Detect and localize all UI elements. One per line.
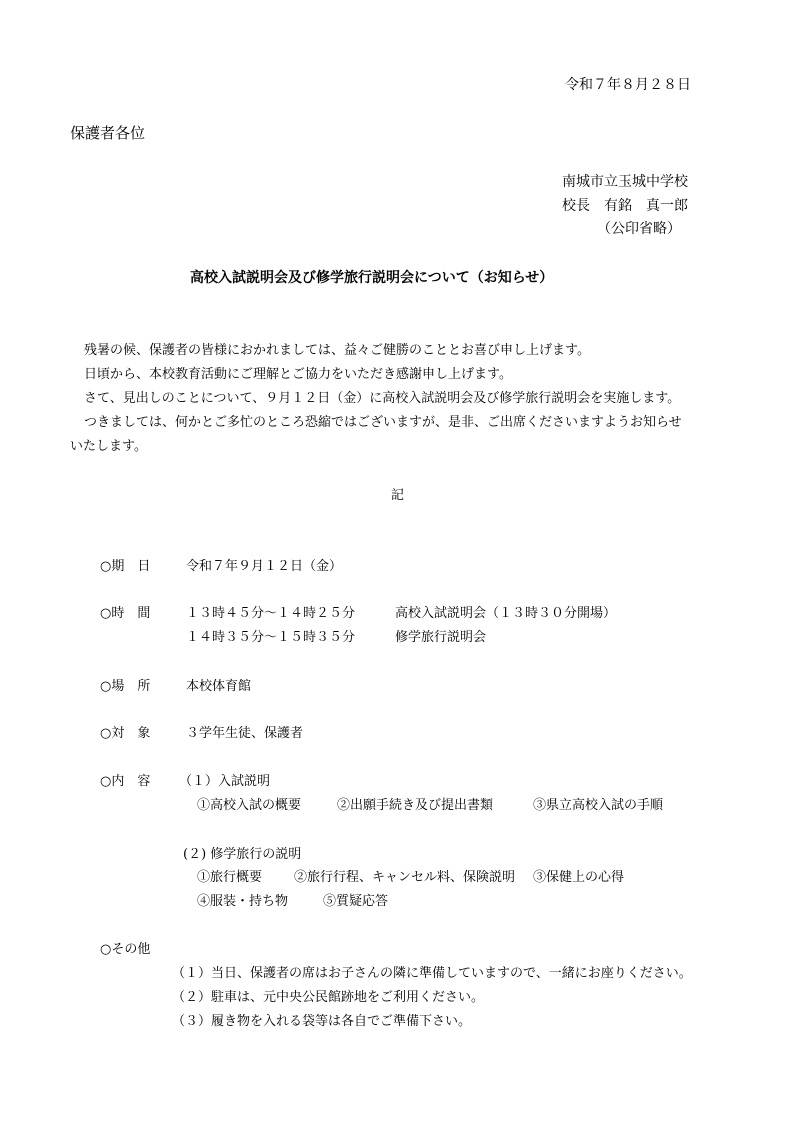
- content-2-item-1: ①旅行概要: [197, 870, 263, 885]
- other-note-1: （１）当日、保護者の席はお子さんの隣に準備していますので、一緒にお座りください。: [172, 966, 692, 981]
- content-1-item-2: ②出願手続き及び提出書類: [337, 798, 494, 813]
- date-value: 令和７年９月１２日（金）: [186, 559, 343, 574]
- place-label: ○場 所: [100, 679, 151, 694]
- time-1-range: １３時４５分～１４時２５分: [186, 606, 356, 621]
- content-1-item-1: ①高校入試の概要: [197, 798, 302, 813]
- other-label: ○その他: [100, 942, 151, 957]
- document-title: 高校入試説明会及び修学旅行説明会について（お知らせ）: [190, 270, 554, 286]
- target-label: ○対 象: [100, 726, 151, 741]
- time-label: ○時 間: [100, 606, 151, 621]
- body-paragraph-4-line-2: いたします。: [70, 439, 147, 454]
- date-label: ○期 日: [100, 559, 151, 574]
- content-1-heading: （１）入試説明: [179, 774, 271, 789]
- other-note-3: （３）履き物を入れる袋等は各自でご準備下さい。: [172, 1014, 472, 1029]
- time-2-event: 修学旅行説明会: [395, 630, 487, 645]
- content-2-item-5: ⑤質疑応答: [323, 894, 389, 909]
- other-note-2: （２）駐車は、元中央公民館跡地をご利用ください。: [172, 990, 485, 1005]
- content-label: ○内 容: [100, 774, 151, 789]
- body-paragraph-3: さて、見出しのことについて、９月１２日（金）に高校入試説明会及び修学旅行説明会を実施します。: [84, 391, 681, 406]
- place-value: 本校体育館: [186, 679, 252, 694]
- content-2-item-4: ④服装・持ち物: [197, 894, 289, 909]
- body-paragraph-2: 日頃から、本校教育活動にご理解とご協力をいただき感謝申し上げます。: [84, 367, 512, 382]
- time-2-range: １４時３５分～１５時３５分: [186, 630, 356, 645]
- body-paragraph-1: 残暑の候、保護者の皆様におかれましては、益々ご健勝のこととお喜び申し上げます。: [84, 343, 590, 358]
- recipient: 保護者各位: [70, 124, 146, 142]
- ki-heading: 記: [391, 488, 405, 503]
- target-value: ３学年生徒、保護者: [186, 726, 304, 741]
- time-1-event: 高校入試説明会（１３時３０分開場）: [395, 606, 617, 621]
- body-paragraph-4-line-1: つきましては、何かとご多忙のところ恐縮ではございますが、是非、ご出席くださいますようお知らせ: [84, 415, 682, 430]
- content-2-heading: (２) 修学旅行の説明: [183, 847, 302, 862]
- sender-school: 南城市立玉城中学校: [562, 174, 688, 190]
- seal-note: （公印省略）: [597, 221, 681, 237]
- sender-principal: 校長 有銘 真一郎: [562, 198, 688, 214]
- content-2-item-3: ③保健上の心得: [533, 870, 625, 885]
- document-date: 令和７年８月２８日: [565, 77, 691, 93]
- content-2-item-2: ②旅行行程、キャンセル料、保険説明: [294, 870, 516, 885]
- content-1-item-3: ③県立高校入試の手順: [533, 798, 664, 813]
